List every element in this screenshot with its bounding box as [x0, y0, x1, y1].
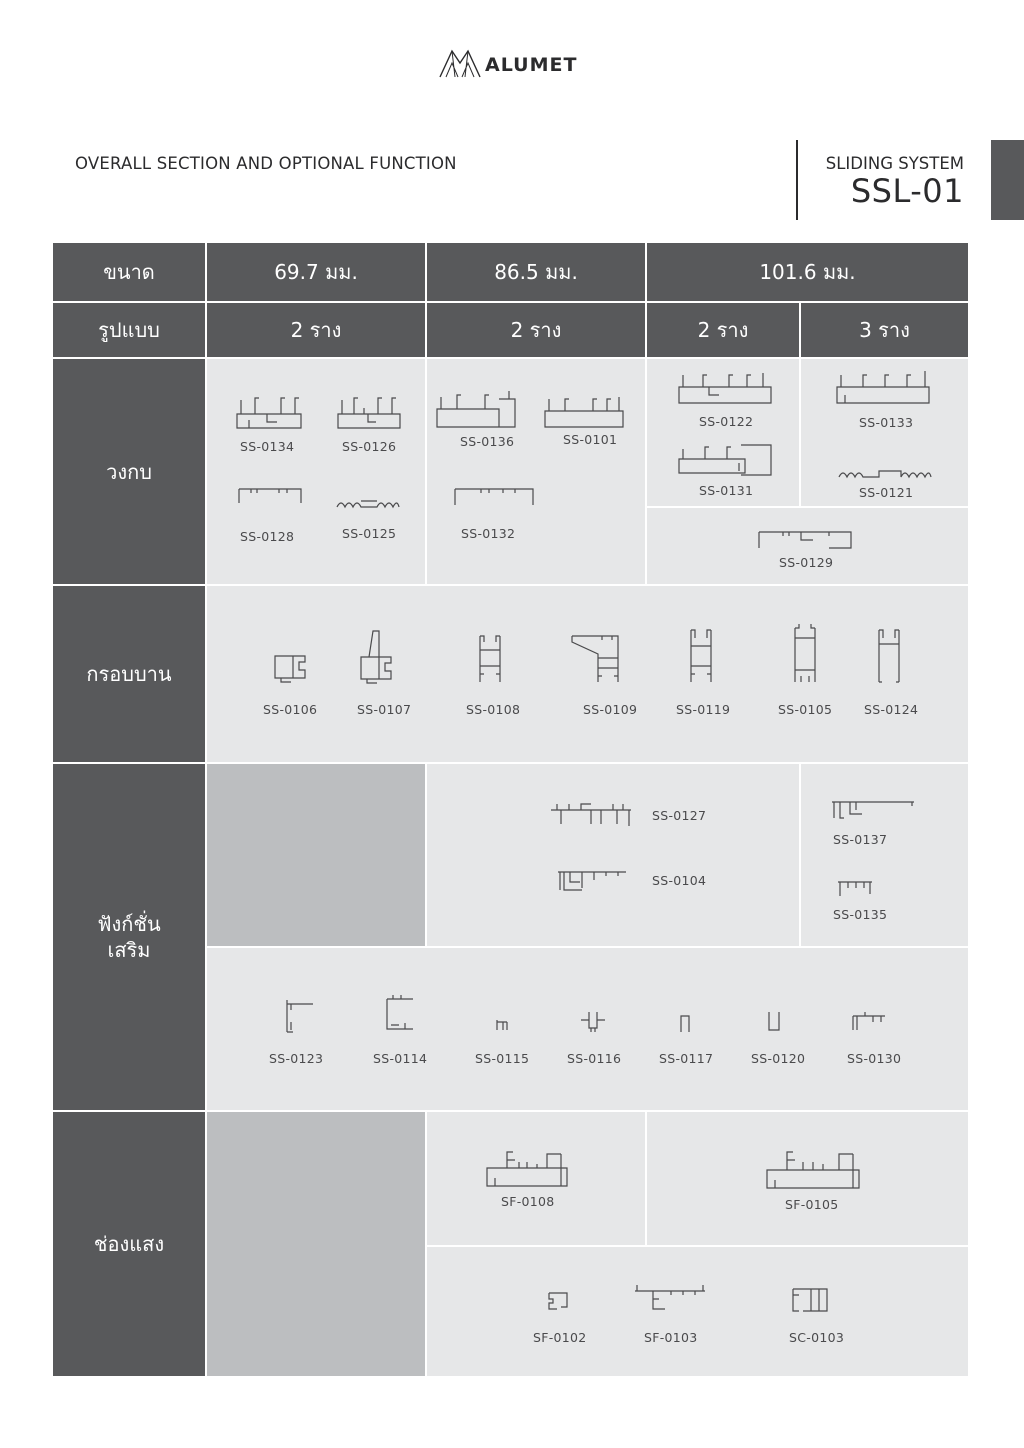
header-divider	[796, 140, 798, 220]
profile-ss-0115-icon	[495, 1018, 509, 1032]
sash-cell	[207, 586, 968, 762]
alumet-logo	[438, 48, 588, 82]
code-ss-0134: SS-0134	[240, 439, 295, 454]
profile-ss-0109-icon	[572, 634, 620, 684]
profile-ss-0137-icon	[832, 800, 914, 820]
profile-ss-0120-icon	[767, 1012, 781, 1032]
style-col1: 2 ราง	[207, 303, 425, 357]
system-label: SLIDING SYSTEM	[825, 154, 964, 173]
code-sc-0103: SC-0103	[789, 1330, 845, 1345]
code-ss-0104: SS-0104	[652, 873, 707, 888]
code-sf-0102: SF-0102	[533, 1330, 587, 1345]
code-ss-0127: SS-0127	[652, 808, 707, 823]
profile-ss-0105-icon	[793, 624, 817, 684]
code-ss-0125: SS-0125	[342, 526, 397, 541]
code-ss-0105: SS-0105	[778, 702, 833, 717]
code-ss-0135: SS-0135	[833, 907, 888, 922]
profile-ss-0133-icon	[837, 371, 929, 407]
code-ss-0114: SS-0114	[373, 1051, 428, 1066]
style-col3: 2 ราง	[647, 303, 799, 357]
optional-cell-right	[801, 764, 968, 946]
profile-ss-0114-icon	[385, 995, 415, 1033]
profile-ss-0117-icon	[679, 1014, 691, 1032]
transom-cell-right	[647, 1112, 968, 1245]
code-ss-0117: SS-0117	[659, 1051, 714, 1066]
row-label-style: รูปแบบ	[53, 303, 205, 357]
code-ss-0108: SS-0108	[466, 702, 521, 717]
code-ss-0128: SS-0128	[240, 529, 295, 544]
code-sf-0108: SF-0108	[501, 1194, 555, 1209]
row-label-optional-line1: ฟังก์ชั่น	[97, 912, 161, 936]
profile-ss-0132-icon	[455, 489, 533, 507]
row-label-optional	[53, 764, 205, 1110]
optional-cell-mid	[427, 764, 799, 946]
transom-cell-row2	[427, 1247, 968, 1376]
style-col2: 2 ราง	[427, 303, 645, 357]
frame-cell-col1	[207, 359, 425, 584]
frame-cell-col2	[427, 359, 645, 584]
profile-ss-0124-icon	[877, 630, 901, 684]
code-ss-0119: SS-0119	[676, 702, 731, 717]
profile-ss-0106-icon	[273, 654, 307, 684]
profile-sc-0103-icon	[791, 1287, 829, 1313]
code-ss-0133: SS-0133	[859, 415, 914, 430]
transom-empty-cell	[207, 1112, 425, 1376]
row-label-transom: ช่องแสง	[53, 1112, 205, 1376]
profile-ss-0134-icon	[237, 394, 301, 432]
row-label-optional-line2: เสริม	[107, 938, 151, 962]
frame-cell-col4	[801, 359, 968, 506]
code-ss-0131: SS-0131	[699, 483, 754, 498]
profile-sf-0108-icon	[487, 1150, 569, 1188]
profile-ss-0123-icon	[285, 1000, 315, 1034]
row-label-size: ขนาด	[53, 243, 205, 301]
frame-cell-col3	[647, 359, 799, 506]
optional-empty-cell	[207, 764, 425, 946]
profile-ss-0116-icon	[581, 1012, 605, 1032]
profile-ss-0122-icon	[679, 371, 771, 407]
profile-sf-0102-icon	[547, 1291, 569, 1311]
code-ss-0116: SS-0116	[567, 1051, 622, 1066]
profile-ss-0101-icon	[545, 395, 623, 431]
size-69: 69.7 มม.	[207, 243, 425, 301]
code-ss-0129: SS-0129	[779, 555, 834, 570]
code-sf-0103: SF-0103	[644, 1330, 698, 1345]
size-101: 101.6 มม.	[647, 243, 968, 301]
profile-ss-0126-icon	[338, 394, 400, 432]
profile-ss-0131-icon	[679, 441, 771, 477]
code-ss-0121: SS-0121	[859, 485, 914, 500]
transom-cell-left	[427, 1112, 645, 1245]
code-ss-0115: SS-0115	[475, 1051, 530, 1066]
code-ss-0126: SS-0126	[342, 439, 397, 454]
profile-sf-0103-icon	[635, 1285, 705, 1313]
profile-ss-0136-icon	[437, 391, 515, 431]
profile-ss-0104-icon	[558, 870, 626, 892]
code-ss-0123: SS-0123	[269, 1051, 324, 1066]
profile-ss-0135-icon	[838, 880, 872, 898]
code-ss-0122: SS-0122	[699, 414, 754, 429]
system-code: SSL-01	[850, 172, 964, 210]
size-86: 86.5 มม.	[427, 243, 645, 301]
side-tab	[991, 140, 1024, 220]
code-ss-0124: SS-0124	[864, 702, 919, 717]
section-title: OVERALL SECTION AND OPTIONAL FUNCTION	[75, 154, 457, 173]
profile-sf-0105-icon	[767, 1150, 861, 1190]
profile-ss-0125-icon	[337, 499, 399, 509]
code-ss-0109: SS-0109	[583, 702, 638, 717]
profile-ss-0128-icon	[239, 489, 301, 507]
style-col4: 3 ราง	[801, 303, 968, 357]
profile-ss-0130-icon	[851, 1012, 885, 1032]
profile-ss-0127-icon	[551, 802, 631, 828]
brand-name: ALUMET	[485, 54, 578, 76]
profile-ss-0129-icon	[759, 530, 851, 550]
code-ss-0132: SS-0132	[461, 526, 516, 541]
code-ss-0120: SS-0120	[751, 1051, 806, 1066]
code-ss-0130: SS-0130	[847, 1051, 902, 1066]
code-ss-0106: SS-0106	[263, 702, 318, 717]
optional-cell-row2	[207, 948, 968, 1110]
code-ss-0137: SS-0137	[833, 832, 888, 847]
row-label-frame: วงกบ	[53, 359, 205, 584]
profile-ss-0108-icon	[478, 636, 502, 684]
code-ss-0136: SS-0136	[460, 434, 515, 449]
row-label-sash: กรอบบาน	[53, 586, 205, 762]
profile-ss-0119-icon	[689, 630, 713, 684]
code-sf-0105: SF-0105	[785, 1197, 839, 1212]
profile-ss-0107-icon	[359, 631, 395, 685]
frame-cell-col34	[647, 508, 968, 584]
logo-mark-icon	[438, 48, 482, 78]
profile-ss-0121-icon	[839, 469, 931, 479]
code-ss-0107: SS-0107	[357, 702, 412, 717]
code-ss-0101: SS-0101	[563, 432, 618, 447]
